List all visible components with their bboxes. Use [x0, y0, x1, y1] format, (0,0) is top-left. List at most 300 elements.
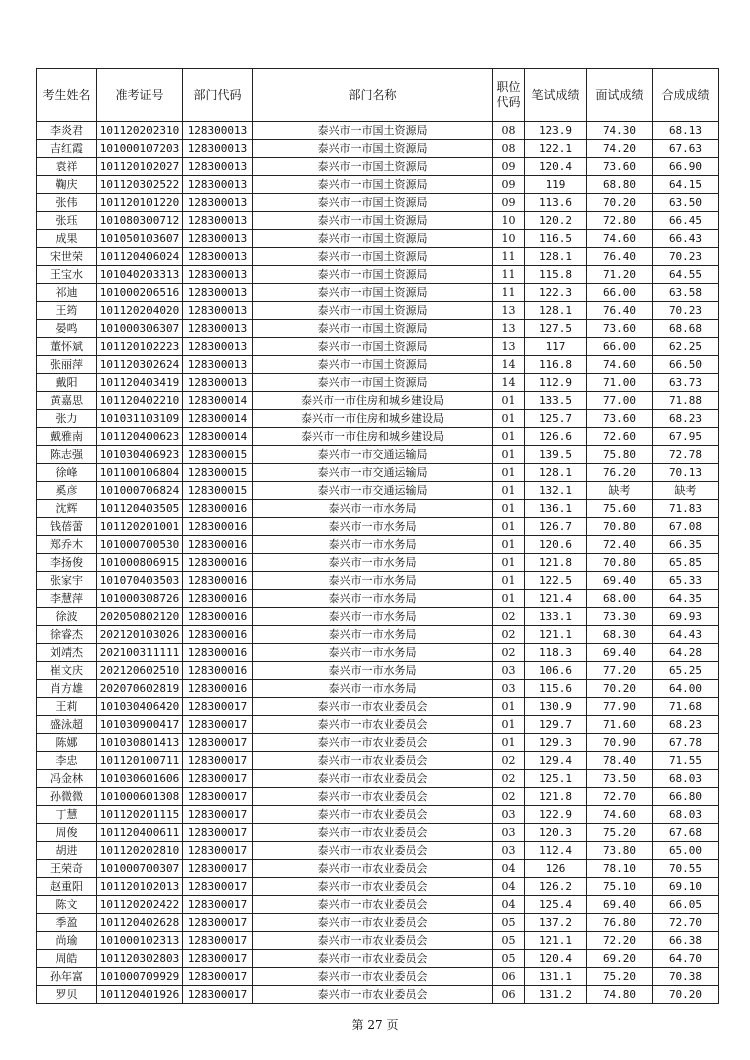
cell-dept-name: 泰兴市一市农业委员会 [253, 860, 493, 878]
cell-name: 罗贝 [37, 986, 97, 1004]
table-row [37, 482, 719, 500]
cell-position-code: 02 [493, 770, 525, 788]
cell-name: 袁祥 [37, 158, 97, 176]
page-number: 第 27 页 [351, 1018, 399, 1032]
cell-dept-code: 128300013 [183, 302, 253, 320]
cell-written-score: 126.7 [525, 518, 587, 536]
cell-total-score: 66.38 [653, 932, 719, 950]
cell-written-score: 130.9 [525, 698, 587, 716]
cell-name: 孙年富 [37, 968, 97, 986]
cell-position-code: 01 [493, 500, 525, 518]
header-total-score: 合成成绩 [653, 69, 719, 122]
cell-dept-code: 128300016 [183, 680, 253, 698]
table-row [37, 626, 719, 644]
cell-total-score: 67.68 [653, 824, 719, 842]
cell-position-code: 04 [493, 878, 525, 896]
table-row [37, 770, 719, 788]
cell-total-score: 62.25 [653, 338, 719, 356]
cell-exam-id: 101120302624 [97, 356, 183, 374]
table-row [37, 752, 719, 770]
cell-exam-id: 101120400623 [97, 428, 183, 446]
cell-name: 吉红霞 [37, 140, 97, 158]
cell-total-score: 63.58 [653, 284, 719, 302]
cell-exam-id: 202120103026 [97, 626, 183, 644]
cell-exam-id: 101120302522 [97, 176, 183, 194]
cell-dept-name: 泰兴市一市农业委员会 [253, 878, 493, 896]
table-row [37, 914, 719, 932]
cell-name: 沈辉 [37, 500, 97, 518]
cell-dept-name: 泰兴市一市农业委员会 [253, 914, 493, 932]
table-row [37, 212, 719, 230]
cell-written-score: 133.1 [525, 608, 587, 626]
cell-total-score: 68.13 [653, 122, 719, 140]
cell-exam-id: 202120602510 [97, 662, 183, 680]
table-row [37, 896, 719, 914]
cell-written-score: 106.6 [525, 662, 587, 680]
cell-total-score: 70.55 [653, 860, 719, 878]
cell-total-score: 64.70 [653, 950, 719, 968]
cell-exam-id: 101031103109 [97, 410, 183, 428]
cell-name: 鞠庆 [37, 176, 97, 194]
cell-interview-score: 72.70 [587, 788, 653, 806]
cell-written-score: 120.4 [525, 950, 587, 968]
header-interview-score: 面试成绩 [587, 69, 653, 122]
cell-name: 孙微微 [37, 788, 97, 806]
cell-exam-id: 101040203313 [97, 266, 183, 284]
cell-dept-name: 泰兴市一市农业委员会 [253, 824, 493, 842]
cell-interview-score: 69.40 [587, 644, 653, 662]
cell-interview-score: 78.40 [587, 752, 653, 770]
cell-dept-name: 泰兴市一市国土资源局 [253, 248, 493, 266]
cell-total-score: 68.23 [653, 410, 719, 428]
cell-dept-code: 128300017 [183, 824, 253, 842]
table-row [37, 464, 719, 482]
table-row [37, 842, 719, 860]
cell-interview-score: 74.60 [587, 806, 653, 824]
cell-dept-name: 泰兴市一市农业委员会 [253, 788, 493, 806]
cell-written-score: 113.6 [525, 194, 587, 212]
cell-exam-id: 101120202810 [97, 842, 183, 860]
cell-name: 王宝水 [37, 266, 97, 284]
cell-written-score: 131.2 [525, 986, 587, 1004]
cell-total-score: 65.33 [653, 572, 719, 590]
table-row [37, 176, 719, 194]
cell-dept-name: 泰兴市一市水务局 [253, 590, 493, 608]
cell-position-code: 03 [493, 824, 525, 842]
cell-name: 刘靖杰 [37, 644, 97, 662]
cell-dept-code: 128300017 [183, 878, 253, 896]
cell-exam-id: 101000700307 [97, 860, 183, 878]
cell-written-score: 128.1 [525, 248, 587, 266]
table-row [37, 968, 719, 986]
cell-position-code: 06 [493, 986, 525, 1004]
cell-written-score: 126 [525, 860, 587, 878]
cell-name: 陈娜 [37, 734, 97, 752]
cell-position-code: 14 [493, 356, 525, 374]
table-row [37, 320, 719, 338]
cell-written-score: 139.5 [525, 446, 587, 464]
cell-total-score: 71.55 [653, 752, 719, 770]
cell-dept-name: 泰兴市一市水务局 [253, 536, 493, 554]
cell-name: 李扬俊 [37, 554, 97, 572]
cell-total-score: 70.38 [653, 968, 719, 986]
cell-name: 徐峰 [37, 464, 97, 482]
cell-interview-score: 74.20 [587, 140, 653, 158]
cell-name: 张家宇 [37, 572, 97, 590]
cell-exam-id: 101100106804 [97, 464, 183, 482]
cell-dept-code: 128300013 [183, 374, 253, 392]
cell-interview-score: 75.20 [587, 968, 653, 986]
cell-dept-code: 128300013 [183, 230, 253, 248]
cell-exam-id: 101120204020 [97, 302, 183, 320]
table-row [37, 860, 719, 878]
cell-total-score: 65.85 [653, 554, 719, 572]
cell-position-code: 08 [493, 122, 525, 140]
cell-written-score: 115.8 [525, 266, 587, 284]
cell-dept-name: 泰兴市一市水务局 [253, 626, 493, 644]
cell-position-code: 01 [493, 734, 525, 752]
cell-total-score: 70.13 [653, 464, 719, 482]
cell-dept-name: 泰兴市一市农业委员会 [253, 806, 493, 824]
table-row [37, 788, 719, 806]
cell-dept-name: 泰兴市一市交通运输局 [253, 446, 493, 464]
cell-interview-score: 77.00 [587, 392, 653, 410]
cell-dept-code: 128300017 [183, 932, 253, 950]
cell-dept-code: 128300016 [183, 626, 253, 644]
cell-dept-code: 128300017 [183, 752, 253, 770]
cell-dept-name: 泰兴市一市农业委员会 [253, 896, 493, 914]
cell-exam-id: 202050802120 [97, 608, 183, 626]
cell-dept-name: 泰兴市一市水务局 [253, 518, 493, 536]
cell-exam-id: 101000107203 [97, 140, 183, 158]
cell-dept-name: 泰兴市一市住房和城乡建设局 [253, 392, 493, 410]
cell-position-code: 06 [493, 968, 525, 986]
cell-dept-name: 泰兴市一市住房和城乡建设局 [253, 410, 493, 428]
cell-written-score: 132.1 [525, 482, 587, 500]
cell-interview-score: 69.40 [587, 896, 653, 914]
cell-written-score: 137.2 [525, 914, 587, 932]
cell-exam-id: 101030406923 [97, 446, 183, 464]
cell-written-score: 122.1 [525, 140, 587, 158]
cell-dept-name: 泰兴市一市农业委员会 [253, 770, 493, 788]
cell-name: 董怀斌 [37, 338, 97, 356]
table-row [37, 428, 719, 446]
cell-interview-score: 76.20 [587, 464, 653, 482]
table-row [37, 734, 719, 752]
cell-dept-code: 128300017 [183, 698, 253, 716]
header-dept-code: 部门代码 [183, 69, 253, 122]
table-row [37, 662, 719, 680]
cell-total-score: 72.78 [653, 446, 719, 464]
cell-position-code: 11 [493, 284, 525, 302]
cell-dept-code: 128300016 [183, 536, 253, 554]
cell-name: 肖方雄 [37, 680, 97, 698]
header-dept-name: 部门名称 [253, 69, 493, 122]
cell-total-score: 64.43 [653, 626, 719, 644]
cell-total-score: 70.23 [653, 248, 719, 266]
cell-position-code: 08 [493, 140, 525, 158]
cell-name: 张珏 [37, 212, 97, 230]
cell-exam-id: 101000308726 [97, 590, 183, 608]
cell-dept-code: 128300016 [183, 500, 253, 518]
cell-exam-id: 101000306307 [97, 320, 183, 338]
cell-total-score: 68.03 [653, 770, 719, 788]
cell-position-code: 13 [493, 320, 525, 338]
cell-interview-score: 76.40 [587, 248, 653, 266]
cell-written-score: 117 [525, 338, 587, 356]
table-row [37, 950, 719, 968]
cell-exam-id: 101080300712 [97, 212, 183, 230]
cell-dept-code: 128300017 [183, 914, 253, 932]
table-row [37, 644, 719, 662]
cell-dept-name: 泰兴市一市农业委员会 [253, 950, 493, 968]
table-row [37, 698, 719, 716]
score-table [36, 68, 719, 1004]
cell-total-score: 67.95 [653, 428, 719, 446]
cell-written-score: 120.6 [525, 536, 587, 554]
cell-name: 张伟 [37, 194, 97, 212]
cell-name: 钱蓓蕾 [37, 518, 97, 536]
cell-dept-name: 泰兴市一市国土资源局 [253, 212, 493, 230]
table-row [37, 230, 719, 248]
cell-dept-code: 128300017 [183, 950, 253, 968]
cell-name: 黄嘉思 [37, 392, 97, 410]
cell-total-score: 68.03 [653, 806, 719, 824]
cell-position-code: 03 [493, 842, 525, 860]
cell-dept-code: 128300017 [183, 968, 253, 986]
cell-total-score: 71.68 [653, 698, 719, 716]
cell-total-score: 67.08 [653, 518, 719, 536]
cell-written-score: 129.7 [525, 716, 587, 734]
cell-dept-name: 泰兴市一市交通运输局 [253, 464, 493, 482]
cell-interview-score: 77.20 [587, 662, 653, 680]
cell-interview-score: 70.80 [587, 518, 653, 536]
cell-interview-score: 72.40 [587, 536, 653, 554]
cell-written-score: 121.1 [525, 626, 587, 644]
cell-exam-id: 101030801413 [97, 734, 183, 752]
cell-dept-code: 128300015 [183, 482, 253, 500]
table-row [37, 590, 719, 608]
cell-dept-name: 泰兴市一市国土资源局 [253, 140, 493, 158]
cell-written-score: 125.7 [525, 410, 587, 428]
cell-dept-code: 128300016 [183, 662, 253, 680]
cell-total-score: 64.55 [653, 266, 719, 284]
cell-dept-code: 128300013 [183, 212, 253, 230]
cell-position-code: 02 [493, 644, 525, 662]
cell-interview-score: 72.60 [587, 428, 653, 446]
cell-written-score: 119 [525, 176, 587, 194]
cell-exam-id: 101030601606 [97, 770, 183, 788]
cell-written-score: 126.2 [525, 878, 587, 896]
header-position-code: 职位代码 [493, 69, 525, 122]
cell-exam-id: 101120202310 [97, 122, 183, 140]
cell-dept-code: 128300014 [183, 428, 253, 446]
table-row [37, 374, 719, 392]
cell-dept-code: 128300017 [183, 806, 253, 824]
cell-dept-code: 128300013 [183, 194, 253, 212]
cell-interview-score: 70.80 [587, 554, 653, 572]
cell-position-code: 01 [493, 518, 525, 536]
cell-exam-id: 101120400611 [97, 824, 183, 842]
cell-dept-code: 128300016 [183, 608, 253, 626]
cell-exam-id: 101000700530 [97, 536, 183, 554]
cell-dept-name: 泰兴市一市农业委员会 [253, 932, 493, 950]
cell-written-score: 115.6 [525, 680, 587, 698]
table-row [37, 806, 719, 824]
cell-written-score: 125.4 [525, 896, 587, 914]
cell-exam-id: 101120102013 [97, 878, 183, 896]
cell-dept-code: 128300016 [183, 554, 253, 572]
table-row [37, 140, 719, 158]
cell-exam-id: 202070602819 [97, 680, 183, 698]
cell-dept-code: 128300014 [183, 410, 253, 428]
cell-written-score: 120.3 [525, 824, 587, 842]
cell-interview-score: 缺考 [587, 482, 653, 500]
cell-written-score: 126.6 [525, 428, 587, 446]
cell-total-score: 67.78 [653, 734, 719, 752]
table-row [37, 716, 719, 734]
cell-dept-code: 128300013 [183, 248, 253, 266]
table-row [37, 410, 719, 428]
cell-dept-code: 128300017 [183, 788, 253, 806]
cell-dept-code: 128300013 [183, 176, 253, 194]
cell-name: 成果 [37, 230, 97, 248]
cell-dept-code: 128300017 [183, 896, 253, 914]
cell-dept-code: 128300017 [183, 734, 253, 752]
cell-dept-code: 128300013 [183, 158, 253, 176]
cell-name: 郑乔木 [37, 536, 97, 554]
cell-interview-score: 68.00 [587, 590, 653, 608]
cell-dept-name: 泰兴市一市住房和城乡建设局 [253, 428, 493, 446]
cell-written-score: 131.1 [525, 968, 587, 986]
cell-name: 奚彦 [37, 482, 97, 500]
cell-total-score: 70.23 [653, 302, 719, 320]
cell-dept-code: 128300016 [183, 644, 253, 662]
cell-dept-code: 128300013 [183, 122, 253, 140]
cell-dept-name: 泰兴市一市水务局 [253, 662, 493, 680]
cell-total-score: 67.63 [653, 140, 719, 158]
cell-written-score: 128.1 [525, 464, 587, 482]
cell-position-code: 09 [493, 194, 525, 212]
cell-dept-name: 泰兴市一市水务局 [253, 554, 493, 572]
cell-name: 胡进 [37, 842, 97, 860]
cell-total-score: 70.20 [653, 986, 719, 1004]
cell-exam-id: 101000706824 [97, 482, 183, 500]
cell-exam-id: 101120401926 [97, 986, 183, 1004]
cell-interview-score: 74.30 [587, 122, 653, 140]
cell-dept-name: 泰兴市一市国土资源局 [253, 122, 493, 140]
table-row [37, 194, 719, 212]
cell-dept-name: 泰兴市一市农业委员会 [253, 698, 493, 716]
cell-total-score: 66.80 [653, 788, 719, 806]
table-row [37, 878, 719, 896]
cell-position-code: 01 [493, 392, 525, 410]
table-row [37, 158, 719, 176]
cell-exam-id: 101120402628 [97, 914, 183, 932]
cell-interview-score: 66.00 [587, 338, 653, 356]
cell-total-score: 69.10 [653, 878, 719, 896]
table-row [37, 554, 719, 572]
cell-total-score: 65.25 [653, 662, 719, 680]
table-row [37, 302, 719, 320]
cell-interview-score: 70.90 [587, 734, 653, 752]
cell-exam-id: 101000206516 [97, 284, 183, 302]
cell-total-score: 66.43 [653, 230, 719, 248]
cell-name: 陈志强 [37, 446, 97, 464]
cell-exam-id: 101120201001 [97, 518, 183, 536]
cell-name: 徐睿杰 [37, 626, 97, 644]
cell-dept-code: 128300017 [183, 716, 253, 734]
cell-name: 祁迪 [37, 284, 97, 302]
cell-written-score: 121.8 [525, 788, 587, 806]
cell-interview-score: 73.30 [587, 608, 653, 626]
table-row [37, 500, 719, 518]
cell-interview-score: 76.40 [587, 302, 653, 320]
cell-dept-name: 泰兴市一市水务局 [253, 608, 493, 626]
cell-dept-code: 128300013 [183, 320, 253, 338]
cell-total-score: 64.00 [653, 680, 719, 698]
cell-position-code: 01 [493, 554, 525, 572]
cell-exam-id: 101000806915 [97, 554, 183, 572]
cell-dept-code: 128300017 [183, 770, 253, 788]
cell-total-score: 63.50 [653, 194, 719, 212]
cell-name: 李忠 [37, 752, 97, 770]
cell-written-score: 125.1 [525, 770, 587, 788]
cell-written-score: 122.5 [525, 572, 587, 590]
cell-total-score: 69.93 [653, 608, 719, 626]
cell-name: 王莉 [37, 698, 97, 716]
cell-interview-score: 71.60 [587, 716, 653, 734]
cell-position-code: 01 [493, 464, 525, 482]
cell-exam-id: 101120202422 [97, 896, 183, 914]
cell-total-score: 71.83 [653, 500, 719, 518]
cell-dept-name: 泰兴市一市农业委员会 [253, 752, 493, 770]
cell-written-score: 121.8 [525, 554, 587, 572]
cell-exam-id: 101120101220 [97, 194, 183, 212]
cell-name: 戴阳 [37, 374, 97, 392]
cell-total-score: 66.50 [653, 356, 719, 374]
cell-interview-score: 70.20 [587, 680, 653, 698]
cell-interview-score: 70.20 [587, 194, 653, 212]
cell-written-score: 116.5 [525, 230, 587, 248]
cell-exam-id: 101000709929 [97, 968, 183, 986]
cell-total-score: 64.28 [653, 644, 719, 662]
cell-name: 周俊 [37, 824, 97, 842]
cell-position-code: 02 [493, 626, 525, 644]
cell-position-code: 13 [493, 302, 525, 320]
cell-interview-score: 76.80 [587, 914, 653, 932]
cell-interview-score: 75.10 [587, 878, 653, 896]
cell-name: 赵重阳 [37, 878, 97, 896]
cell-position-code: 01 [493, 410, 525, 428]
cell-position-code: 02 [493, 788, 525, 806]
cell-written-score: 128.1 [525, 302, 587, 320]
cell-name: 王荣奇 [37, 860, 97, 878]
cell-exam-id: 101070403503 [97, 572, 183, 590]
header-exam-id: 准考证号 [97, 69, 183, 122]
cell-position-code: 01 [493, 716, 525, 734]
cell-total-score: 64.15 [653, 176, 719, 194]
cell-dept-name: 泰兴市一市国土资源局 [253, 158, 493, 176]
cell-total-score: 缺考 [653, 482, 719, 500]
cell-written-score: 121.1 [525, 932, 587, 950]
cell-dept-code: 128300013 [183, 356, 253, 374]
cell-written-score: 127.5 [525, 320, 587, 338]
cell-dept-name: 泰兴市一市国土资源局 [253, 302, 493, 320]
cell-dept-code: 128300017 [183, 860, 253, 878]
cell-total-score: 68.23 [653, 716, 719, 734]
cell-written-score: 120.4 [525, 158, 587, 176]
